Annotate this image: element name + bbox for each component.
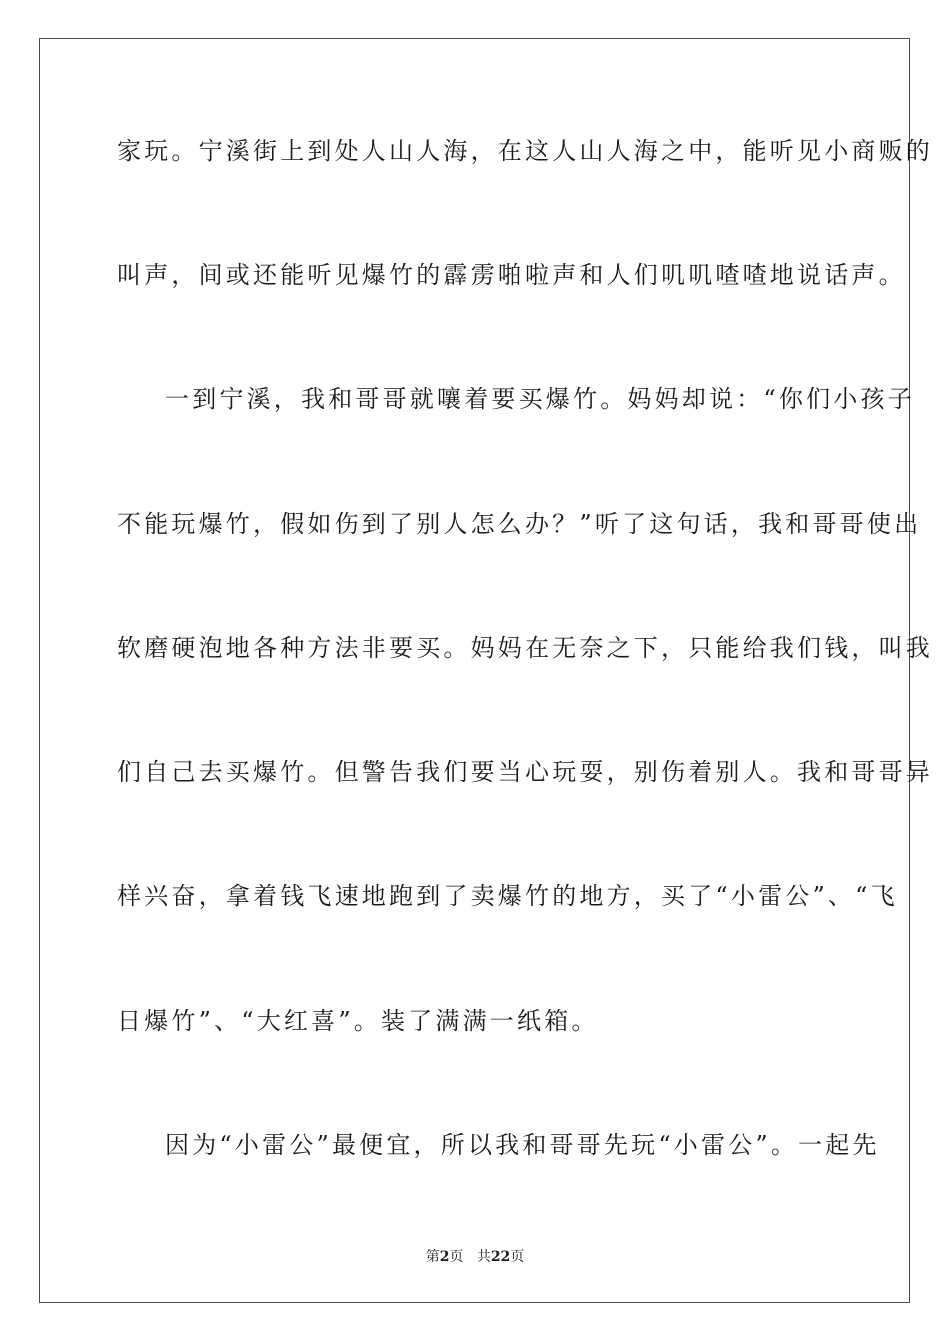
total-label-suffix: 页 (510, 1249, 525, 1265)
paragraph-start-line: 因为“小雷公”最便宜，所以我和哥哥先玩“小雷公”。一起先 (165, 1131, 880, 1159)
total-label-prefix: 共 (476, 1249, 491, 1265)
text-line: 日爆竹”、“大红喜”。装了满满一纸箱。 (117, 1007, 599, 1035)
text-line: 不能玩爆竹，假如伤到了别人怎么办？”听了这句话，我和哥哥使出 (117, 510, 922, 538)
text-line: 们自己去买爆竹。但警告我们要当心玩耍，别伤着别人。我和哥哥异 (117, 758, 933, 786)
text-line: 软磨硬泡地各种方法非要买。妈妈在无奈之下，只能给我们钱，叫我 (117, 634, 933, 662)
page-footer (0, 1248, 950, 1266)
page-label-prefix: 第 (425, 1249, 440, 1265)
page-label-suffix: 页 (449, 1249, 464, 1265)
page-border (39, 38, 933, 1303)
text-line: 家玩。宁溪街上到处人山人海，在这人山人海之中，能听见小商贩的 (117, 137, 933, 165)
page-number: 2 (439, 1249, 450, 1265)
paragraph-start-line: 一到宁溪，我和哥哥就嚷着要买爆竹。妈妈却说：“你们小孩子 (165, 385, 915, 413)
text-line: 叫声，间或还能听见爆竹的霹雳啪啦声和人们叽叽喳喳地说话声。 (117, 261, 906, 289)
total-pages: 22 (490, 1249, 511, 1265)
text-line: 样兴奋，拿着钱飞速地跑到了卖爆竹的地方，买了“小雷公”、“飞 (117, 882, 898, 910)
